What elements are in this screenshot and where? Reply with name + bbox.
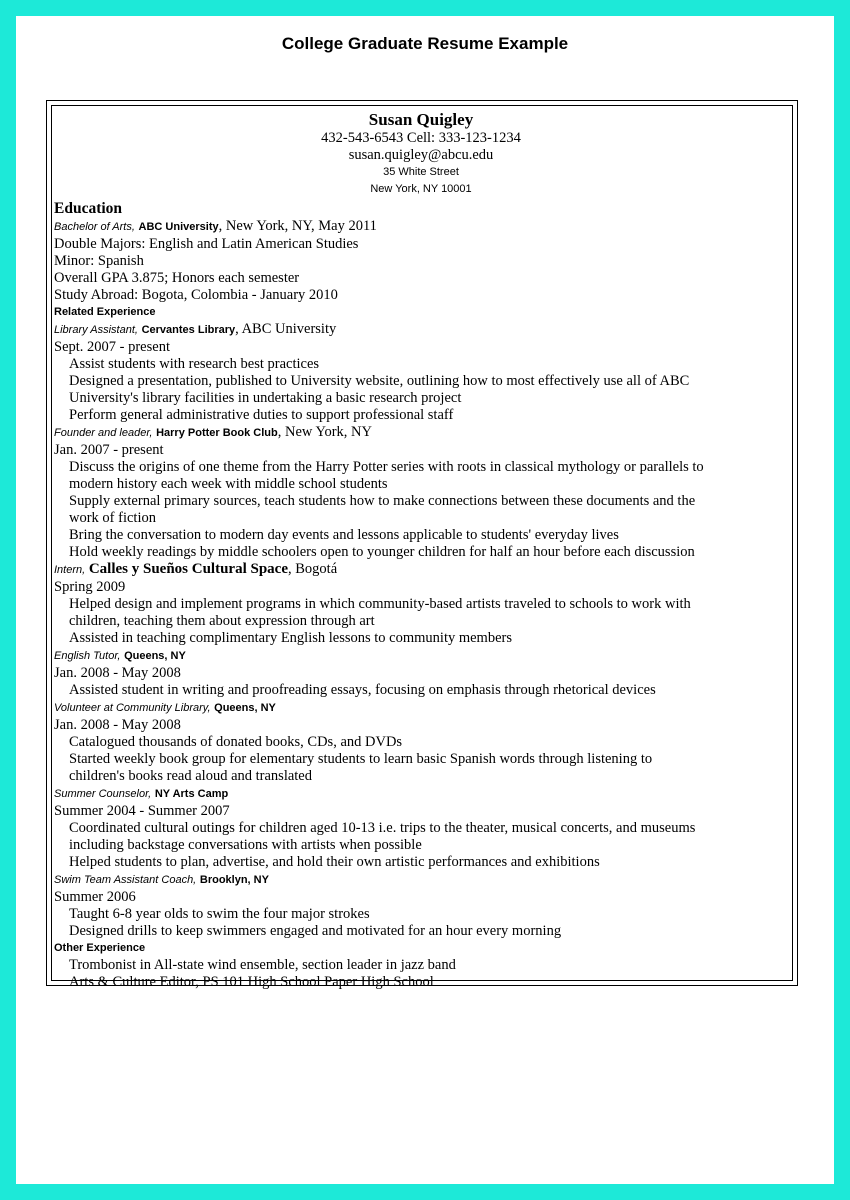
job-bullet: modern history each week with middle school students — [69, 476, 388, 492]
resume-frame — [46, 100, 798, 990]
job-title-line — [54, 424, 788, 442]
job-bullet: work of fiction — [69, 510, 156, 526]
job-title-line — [54, 699, 788, 717]
job-title: Intern, — [54, 564, 86, 576]
job-organization: Cervantes Library — [141, 324, 236, 336]
job-title-line — [54, 871, 788, 889]
resume-inner-frame — [51, 105, 793, 990]
job-title: Founder and leader, — [54, 427, 153, 439]
other-bullet: Trombonist in All-state wind ensemble, section leader in jazz band — [69, 957, 456, 973]
job-bullet: Helped design and implement programs in which community-based artists traveled to schools to work with — [69, 596, 691, 612]
job-title-line — [54, 647, 788, 665]
job-bullet: Taught 6-8 year olds to swim the four major strokes — [69, 906, 370, 922]
job-bullet: Discuss the origins of one theme from the Harry Potter series with roots in classical mythology or parallels to — [69, 459, 704, 475]
job-bullet: Assisted in teaching complimentary English lessons to community members — [69, 630, 512, 646]
job-bullet: Assist students with research best practices — [69, 356, 320, 372]
job-bullet: including backstage conversations with artists when possible — [69, 837, 422, 853]
job-dates: Summer 2004 - Summer 2007 — [54, 803, 230, 819]
other-experience-heading: Other Experience — [54, 942, 146, 954]
job-bullet: Hold weekly readings by middle schoolers open to younger children for half an hour before each discussion — [69, 544, 695, 560]
job-bullet: children's books read aloud and translated — [69, 768, 312, 784]
job-title-line — [54, 561, 788, 579]
education-line: Overall GPA 3.875; Honors each semester — [54, 270, 300, 286]
job-title: Volunteer at Community Library, — [54, 702, 211, 714]
job-dates: Summer 2006 — [54, 889, 136, 905]
job-organization: Brooklyn, NY — [199, 874, 269, 886]
job-organization: Harry Potter Book Club — [156, 427, 278, 439]
job-dates: Spring 2009 — [54, 579, 126, 595]
page — [16, 16, 834, 1184]
related-experience-heading: Related Experience — [54, 306, 156, 318]
job-dates: Sept. 2007 - present — [54, 339, 170, 355]
job-dates: Jan. 2008 - May 2008 — [54, 717, 181, 733]
degree-details: , New York, NY, May 2011 — [218, 218, 377, 234]
job-bullet: Coordinated cultural outings for children aged 10-13 i.e. trips to the theater, musical concerts, and museums — [69, 820, 696, 836]
degree-line — [54, 218, 788, 236]
job-title: Swim Team Assistant Coach, — [54, 874, 197, 886]
job-bullet: Perform general administrative duties to support professional staff — [69, 407, 454, 423]
job-organization: Calles y Sueños Cultural Space — [88, 561, 289, 577]
job-list — [54, 321, 788, 940]
email-address: susan.quigley@abcu.edu — [348, 147, 494, 163]
job-title: Library Assistant, — [54, 324, 138, 336]
job-organization: Queens, NY — [124, 650, 186, 662]
job-bullet: Supply external primary sources, teach students how to make connections between these documents and the — [69, 493, 696, 509]
city-address: New York, NY 10001 — [370, 183, 472, 195]
job-bullet: Designed drills to keep swimmers engaged and motivated for an hour every morning — [69, 923, 562, 939]
job-organization: Queens, NY — [214, 702, 276, 714]
degree-title: Bachelor of Arts, — [54, 221, 135, 233]
other-bullet: Arts & Culture Editor, PS 101 High School Paper High School — [69, 974, 434, 990]
degree-school: ABC University — [138, 221, 219, 233]
job-bullet: children, teaching them about expression through art — [69, 613, 375, 629]
applicant-name: Susan Quigley — [368, 110, 474, 129]
job-title: Summer Counselor, — [54, 788, 152, 800]
job-bullet: Designed a presentation, published to University website, outlining how to most effectively use all of ABC — [69, 373, 690, 389]
job-title: English Tutor, — [54, 650, 121, 662]
job-bullet: Helped students to plan, advertise, and hold their own artistic performances and exhibitions — [69, 854, 600, 870]
job-bullet: University's library facilities in undertaking a basic research project — [69, 390, 462, 406]
phone-numbers: 432-543-6543 Cell: 333-123-1234 — [321, 130, 521, 146]
education-line: Study Abroad: Bogota, Colombia - January 2010 — [54, 287, 338, 303]
resume-body — [54, 110, 788, 991]
job-dates: Jan. 2007 - present — [54, 442, 164, 458]
job-location: , Bogotá — [288, 561, 338, 577]
job-bullet: Bring the conversation to modern day events and lessons applicable to students' everyday lives — [69, 527, 619, 543]
job-dates: Jan. 2008 - May 2008 — [54, 665, 181, 681]
job-bullet: Catalogued thousands of donated books, CDs, and DVDs — [69, 734, 403, 750]
job-bullet: Started weekly book group for elementary students to learn basic Spanish words through listening to — [69, 751, 653, 767]
job-bullet: Assisted student in writing and proofreading essays, focusing on emphasis through rhetorical devices — [69, 682, 656, 698]
job-title-line — [54, 785, 788, 803]
education-line: Double Majors: English and Latin American Studies — [54, 236, 359, 252]
education-heading: Education — [54, 200, 123, 217]
education-line: Minor: Spanish — [54, 253, 144, 269]
street-address: 35 White Street — [383, 166, 459, 178]
document-title: College Graduate Resume Example — [281, 34, 569, 53]
job-location: , New York, NY — [277, 424, 372, 440]
job-organization: NY Arts Camp — [154, 788, 229, 800]
job-title-line — [54, 321, 788, 339]
job-location: , ABC University — [235, 321, 337, 337]
